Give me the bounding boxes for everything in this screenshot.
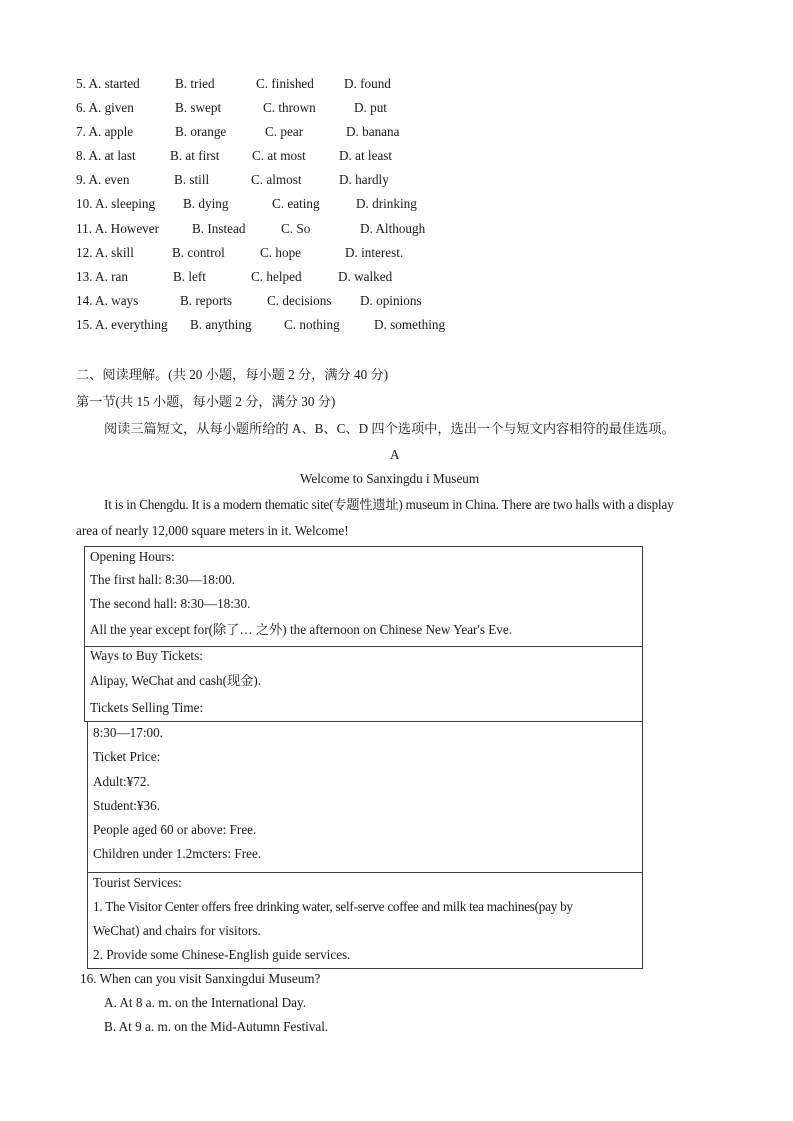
option-b: B. swept (175, 100, 222, 115)
option-a: 14. A. ways (76, 293, 139, 308)
option-d: D. banana (346, 124, 400, 139)
option-c: C. at most (252, 148, 306, 163)
option-a: 6. A. given (76, 100, 134, 115)
option-b: B. left (173, 269, 206, 284)
option-c: C. nothing (284, 317, 340, 332)
part-heading: 第一节(共 15 小题，每小题 2 分，满分 30 分) (76, 394, 336, 409)
option-b: B. Instead (192, 221, 246, 236)
children-price: Children under 1.2mcters: Free. (93, 846, 262, 861)
selling-time-label: Tickets Selling Time: (90, 700, 204, 715)
option-d: D. put (354, 100, 387, 115)
option-d: D. hardly (339, 172, 389, 187)
option-c: C. finished (256, 76, 314, 91)
option-d: D. found (344, 76, 391, 91)
ways-to-buy-label: Ways to Buy Tickets: (90, 648, 203, 663)
option-d: D. drinking (356, 196, 417, 211)
option-b: B. reports (180, 293, 233, 308)
visitor-center-service-cont: WeChat) and chairs for visitors. (93, 923, 261, 938)
option-d: D. interest. (345, 245, 404, 260)
option-c: C. helped (251, 269, 302, 284)
option-d: D. opinions (360, 293, 422, 308)
option-a: 8. A. at last (76, 148, 136, 163)
option-b: B. control (172, 245, 225, 260)
visitor-center-service: 1. The Visitor Center offers free drinking water, self-serve coffee and milk tea machines(pay by (93, 899, 573, 914)
opening-hours-label: Opening Hours: (90, 549, 175, 564)
option-c: C. pear (265, 124, 304, 139)
passage-intro-cont: area of nearly 12,000 square meters in it. Welcome! (76, 523, 349, 538)
services-label: Tourist Services: (93, 875, 182, 890)
option-b: B. still (174, 172, 210, 187)
option-d: D. something (374, 317, 446, 332)
question-option-a: A. At 8 a. m. on the International Day. (104, 995, 307, 1010)
option-c: C. So (281, 221, 311, 236)
option-a: 7. A. apple (76, 124, 134, 139)
option-d: D. Although (360, 221, 426, 236)
option-a: 11. A. However (76, 221, 160, 236)
question-option-b: B. At 9 a. m. on the Mid-Autumn Festival. (104, 1019, 329, 1034)
passage-intro: It is in Chengdu. It is a modern thematic site(专题性遗址) museum in China. There are two halls with a display (104, 497, 674, 512)
passage-letter: A (390, 447, 400, 462)
section-heading: 二、阅读理解。(共 20 小题，每小题 2 分，满分 40 分) (76, 367, 389, 382)
option-b: B. dying (183, 196, 229, 211)
guide-service: 2. Provide some Chinese-English guide services. (93, 947, 351, 962)
instruction-text: 阅读三篇短文，从每小题所给的 A、B、C、D 四个选项中，选出一个与短文内容相符的最佳选项。 (104, 421, 675, 436)
option-a: 9. A. even (76, 172, 130, 187)
option-a: 10. A. sleeping (76, 196, 156, 211)
ticket-price-cell (87, 721, 643, 873)
option-a: 13. A. ran (76, 269, 129, 284)
ticket-price-label: Ticket Price: (93, 749, 161, 764)
student-price: Student:¥36. (93, 798, 161, 813)
option-d: D. at least (339, 148, 393, 163)
option-b: B. orange (175, 124, 227, 139)
option-a: 12. A. skill (76, 245, 134, 260)
tourist-services-cell (87, 872, 643, 969)
option-c: C. thrown (263, 100, 316, 115)
first-hall-hours: The first hall: 8:30—18:00. (90, 572, 236, 587)
adult-price: Adult:¥72. (93, 774, 150, 789)
option-c: C. decisions (267, 293, 332, 308)
option-c: C. almost (251, 172, 302, 187)
option-b: B. tried (175, 76, 215, 91)
second-hall-hours: The second hall: 8:30—18:30. (90, 596, 251, 611)
option-a: 5. A. started (76, 76, 140, 91)
option-d: D. walked (338, 269, 393, 284)
closing-note: All the year except for(除了… 之外) the afternoon on Chinese New Year's Eve. (90, 622, 513, 637)
option-b: B. anything (190, 317, 252, 332)
selling-time-value: 8:30—17:00. (93, 725, 163, 740)
option-a: 15. A. everything (76, 317, 168, 332)
option-b: B. at first (170, 148, 220, 163)
payment-methods: Alipay, WeChat and cash(现金). (90, 673, 262, 688)
opening-hours-cell (84, 546, 643, 647)
passage-title: Welcome to Sanxingdu i Museum (300, 471, 480, 486)
option-c: C. hope (260, 245, 302, 260)
tickets-buy-cell (84, 646, 643, 722)
question-stem: 16. When can you visit Sanxingdui Museum? (80, 971, 321, 986)
option-c: C. eating (272, 196, 320, 211)
senior-price: People aged 60 or above: Free. (93, 822, 257, 837)
